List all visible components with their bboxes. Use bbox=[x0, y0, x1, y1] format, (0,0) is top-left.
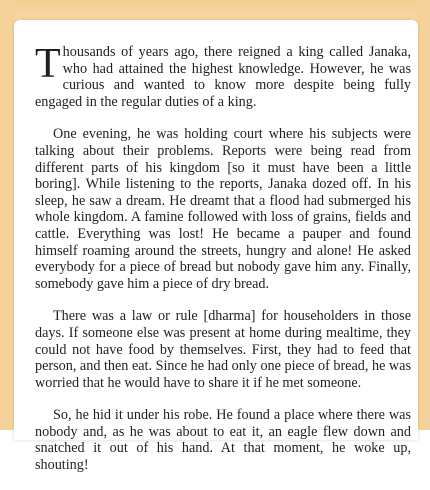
left-border-band bbox=[0, 0, 14, 430]
paragraph-3: There was a law or rule [dharma] for householders in those days. If someone else was present at home during mealtime, they could not have food by themselves. First, they had to feed that person, and then eat. Since he had only one piece of bread, he was worried that he would have to share it if he met someone. bbox=[35, 308, 411, 391]
paragraph-1 bbox=[35, 41, 411, 110]
story-page bbox=[14, 20, 418, 474]
right-border-band bbox=[418, 0, 430, 430]
paragraph-1-text: housands of years ago, there reigned a king called Janaka, who had attained the highest knowledge. However, he was curious and wanted to know more despite being fully engaged in the regular duties of a king. bbox=[35, 44, 411, 110]
story-text bbox=[35, 41, 411, 490]
drop-cap: T bbox=[35, 41, 61, 87]
paragraph-2: One evening, he was holding court where his subjects were talking about their problems. Reports were being read from different parts of his kingdom [so it must have been a little boring]. While listening to the reports, Janaka dozed off. In his sleep, he saw a dream. He dreamt that a flood had submerged his whole kingdom. A famine followed with loss of grains, fields and cattle. Everything was lost! He became a pauper and found himself roaming around the streets, hungry and alone! He asked everybody for a piece of bread but nobody gave him any. Finally, somebody gave him a piece of dry bread. bbox=[35, 126, 411, 292]
paragraph-4: So, he hid it under his robe. He found a place where there was nobody and, as he was about to eat it, an eagle flew down and snatched it out of his hand. At that moment, he woke up, shouting! bbox=[35, 407, 411, 474]
